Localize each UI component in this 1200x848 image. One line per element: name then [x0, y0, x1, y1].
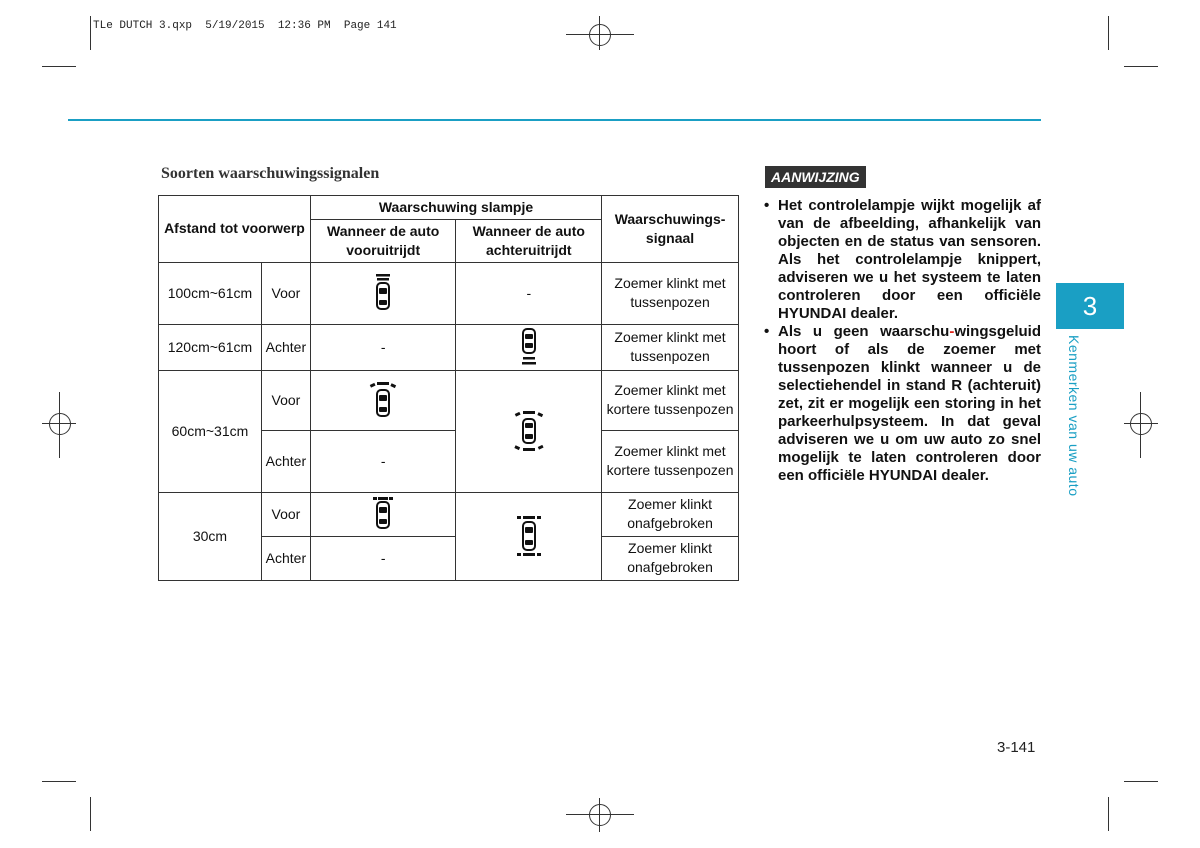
car-front-sensor-icon	[371, 273, 395, 313]
position-cell: Achter	[261, 324, 310, 370]
position-cell: Voor	[261, 492, 310, 536]
chapter-title: Kenmerken van uw auto	[1066, 335, 1082, 497]
signal-cell: Zoemer klinkt onafgebroken	[602, 492, 739, 536]
table-row	[159, 324, 739, 370]
header-forward: Wanneer de auto vooruitrijdt	[310, 220, 456, 263]
note-list	[762, 197, 1041, 485]
hyphen-mark: -	[949, 323, 955, 340]
note-text: Als u geen waarschu	[778, 323, 950, 340]
section-title: Soorten waarschuwingssignalen	[161, 165, 380, 182]
table-header-row	[159, 196, 739, 220]
forward-cell: -	[310, 536, 456, 580]
note-item	[762, 323, 1041, 485]
note-badge: AANWIJZING	[765, 166, 866, 188]
page-number: 3-141	[997, 739, 1036, 756]
print-info: TLe DUTCH 3.qxp 5/19/2015 12:36 PM Page 141	[93, 20, 397, 32]
signal-cell: Zoemer klinkt met tussenpozen	[602, 324, 739, 370]
position-cell: Voor	[261, 262, 310, 324]
forward-cell	[310, 262, 456, 324]
table-row	[159, 492, 739, 536]
distance-cell: 30cm	[159, 492, 262, 580]
note-text: wingsgeluid hoort of als de zoemer met tussenpozen klinkt wanneer u de selectiehendel in stand R (achteruit) zet, zit er mogelijk een storing in het parkeerhulpsysteem. In dat geval adviseren we u om uw auto zo snel mogelijk te laten controleren door een officiële HYUNDAI dealer.	[778, 323, 1041, 484]
chapter-tab: 3	[1056, 283, 1124, 329]
forward-cell: -	[310, 324, 456, 370]
position-cell: Achter	[261, 430, 310, 492]
reverse-cell: -	[456, 262, 602, 324]
signal-cell: Zoemer klinkt met kortere tussenpozen	[602, 430, 739, 492]
signal-cell: Zoemer klinkt met tussenpozen	[602, 262, 739, 324]
header-distance: Afstand tot voorwerp	[159, 196, 311, 263]
header-rule	[68, 119, 1041, 121]
table-row	[159, 370, 739, 430]
table-row	[159, 262, 739, 324]
car-all-close-sensor-icon	[514, 515, 544, 557]
position-cell: Voor	[261, 370, 310, 430]
reverse-cell	[456, 370, 602, 492]
warning-signals-table	[158, 195, 739, 581]
signal-cell: Zoemer klinkt met kortere tussenpozen	[602, 370, 739, 430]
forward-cell	[310, 370, 456, 430]
car-front-close-sensor-icon	[371, 496, 395, 532]
car-front-corner-sensor-icon	[368, 380, 398, 420]
header-reverse: Wanneer de auto achteruitrijdt	[456, 220, 602, 263]
car-all-sensor-icon	[513, 409, 545, 453]
signal-cell: Zoemer klinkt onafgebroken	[602, 536, 739, 580]
header-lamp: Waarschuwing slampje	[310, 196, 601, 220]
reverse-cell	[456, 492, 602, 580]
note-item: • Het controlelampje wijkt mogelijk af van de afbeelding, afhankelijk van objecten en de status van sensoren. Als het controlelampje knippert, adviseren we u het systeem te laten controleren door een officiële HYUNDAI dealer.	[762, 197, 1041, 323]
forward-cell: -	[310, 430, 456, 492]
distance-cell: 120cm~61cm	[159, 324, 262, 370]
header-signal: Waarschuwings-signaal	[602, 196, 739, 263]
distance-cell: 100cm~61cm	[159, 262, 262, 324]
distance-cell: 60cm~31cm	[159, 370, 262, 492]
car-rear-sensor-icon	[517, 327, 541, 367]
position-cell: Achter	[261, 536, 310, 580]
reverse-cell	[456, 324, 602, 370]
forward-cell	[310, 492, 456, 536]
